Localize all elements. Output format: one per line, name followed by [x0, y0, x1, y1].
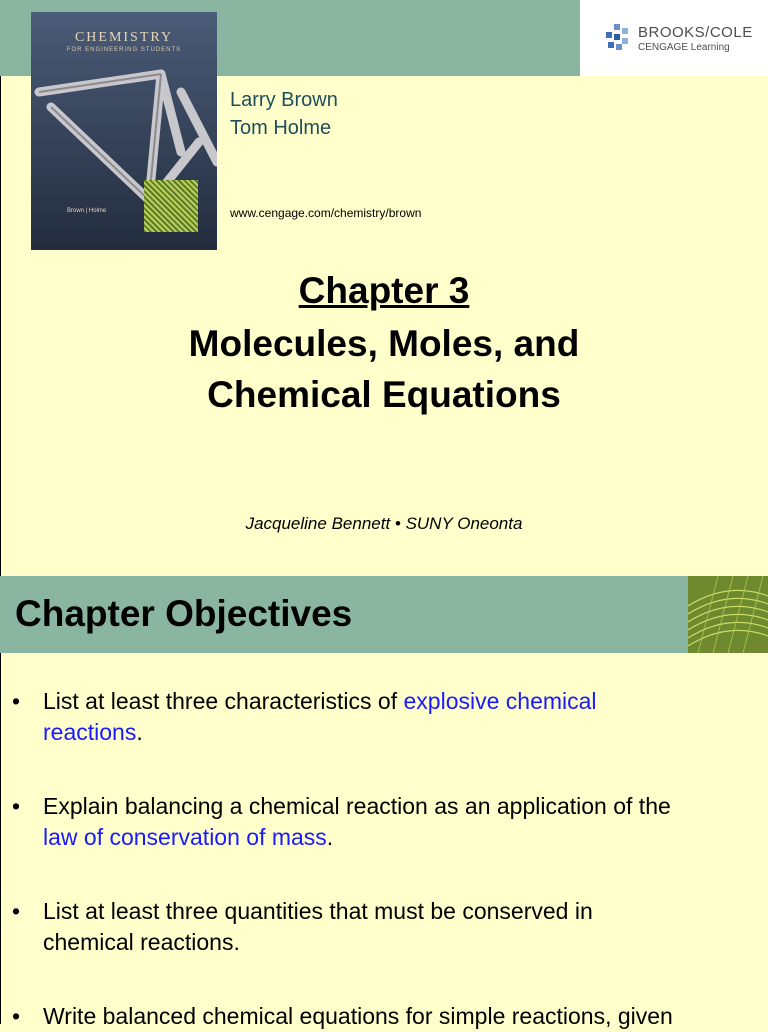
bullet-icon: •	[12, 1003, 21, 1029]
bullet-icon: •	[12, 793, 21, 819]
bullet-text: Write balanced chemical equations for simple reactions, given	[43, 1003, 673, 1029]
bullet-text: .	[326, 824, 334, 850]
chapter-number: Chapter 3	[298, 270, 470, 311]
publisher-logo-icon	[604, 24, 632, 50]
cover-nanotube-image	[144, 180, 198, 232]
author-name: Tom Holme	[230, 117, 332, 139]
key-term: law of conservation of mass	[43, 824, 327, 850]
chapter-title-line: Chemical Equations	[207, 374, 561, 415]
bullet-text: List at least three quantities that must be conserved in	[43, 898, 593, 924]
bullet-text: List at least three characteristics of	[43, 688, 404, 714]
nanotube-corner-image	[688, 576, 768, 653]
slide-credit: Jacqueline Bennett • SUNY Oneonta	[245, 514, 523, 533]
chapter-title-line: Molecules, Moles, and	[188, 323, 580, 364]
bullet-icon: •	[12, 688, 21, 714]
slide-heading: Chapter Objectives	[15, 593, 353, 634]
bullet-text: Explain balancing a chemical reaction as an application of the	[43, 793, 671, 819]
book-cover-image	[31, 12, 217, 250]
cover-subtitle: FOR ENGINEERING STUDENTS	[66, 47, 182, 53]
author-list	[230, 86, 338, 142]
chapter-title	[0, 318, 768, 420]
publisher-logo	[580, 0, 768, 76]
slide-left-border	[0, 653, 1, 1024]
publisher-name: BROOKS/COLE	[638, 24, 753, 41]
author-name: Larry Brown	[230, 89, 338, 111]
cover-authors: Brown | Holme	[67, 208, 107, 214]
website-url: www.cengage.com/chemistry/brown	[230, 206, 422, 220]
bullet-text: .	[136, 719, 143, 745]
bullet-text: chemical reactions.	[43, 929, 240, 955]
key-term: reactions	[43, 719, 137, 745]
bullet-icon: •	[12, 898, 21, 924]
publisher-subname: CENGAGE Learning	[638, 42, 730, 53]
key-term: explosive chemical	[403, 688, 597, 714]
objectives-slide	[0, 576, 768, 1029]
cover-title: CHEMISTRY	[74, 30, 174, 45]
